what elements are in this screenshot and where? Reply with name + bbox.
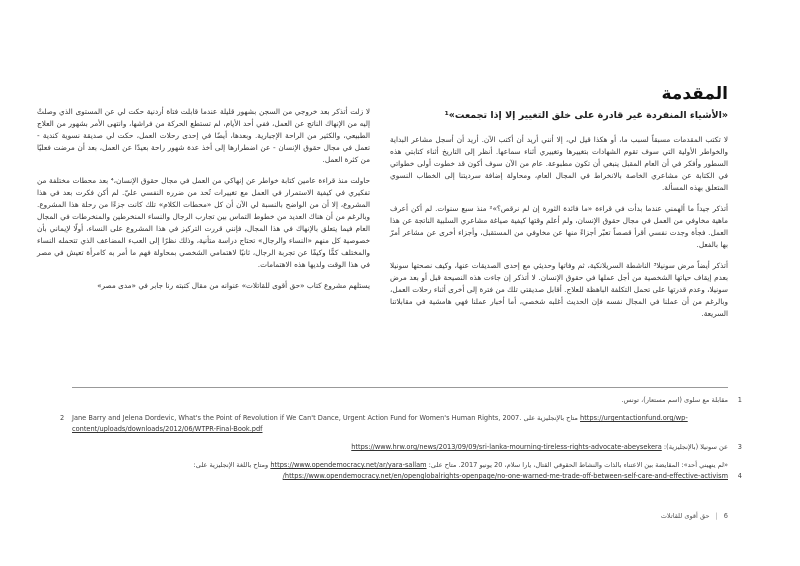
footnote-text: عن سونيلا (بالإنجليزية): xyxy=(663,443,728,451)
running-title: حق أقوى للقاتلات xyxy=(660,512,710,520)
footnote-2 xyxy=(60,413,728,435)
paragraph: حاولت منذ قراءة عامين كتابة خواطر عن إنهاكي من العمل في مجال حقوق الإنسان،⁴ بعد محطات مختلفة من تفكيري في كيفية الاستمرار في العمل مع تغييرات تُحد من ضرره النفسي عليّ. لم أكن فكرت بعد في هذا المشروع، إلا أن من الواضح بالنسبة لي الآن أن كل «محطات الكلام» تلك كانت جزءًا من رحلة هذا المشروع. وبالرغم من أن هناك العديد من خطوط التماس بين تجارب الرجال والنساء المنخرطين والمنخرطات في المجال العام فيما يتعلق بالإنهاك في هذا المجال، فإنني قررت التركيز في هذا المشروع على النساء، أولًا لإيماني بأن خصوصية كل منهم «النساء والرجال» تحتاج دراسة متأنية، وذلك نظرًا إلى العبء المضاعف الذي تتحمله النساء والمختلف كمًّا وكيفًا عن تجربة الرجال، ثانيًا لاهتمامي الشخصي بمحاولة فهم ما أمر به كامرأة تعيش في مصر في هذا الوقت ولديها هذه الاهتمامات. xyxy=(37,176,370,269)
footnote-divider xyxy=(72,387,728,388)
footer-separator: | xyxy=(715,512,718,520)
footnote-3 xyxy=(72,442,742,453)
paragraph: لا زلت أتذكر بعد خروجي من السجن بشهور قليلة عندما قابلت فتاة أردنية حكت لي عن المستوى الذي وصلتْ إليه من الإنهاك الناتج عن العمل، ففي أحد الأيام، لم تستطع الحركة من فراشها، وانتهى الأمر بشهور من العلاج الطبيعي، والكثير من الراحة الإجبارية. وبعدها، أيضًا في إحدى رحلات العمل، حكت لي صديقة نسوية كندية - تعمل في مجال حقوق الإنسان - عن اضطرارها إلى أخذ عدة شهور راحة بعيدًا عن العمل، بعد أن مرضت فعليًا من كثرة العمل. xyxy=(37,107,370,164)
paragraph: لا تكتب المقدمات مسبقاً لسبب ما، أو هكذا قيل لي، إلا أنني أريد أن أكتب الآن. أريد أن أسجل مشاعر البداية والخواطر الأولية التي سوف تقوم الشهادات بتغييرها وتغييري أثناء سماعها. أنظر إلى التاريخ أثناء كتابتي هذه السطور وأفكر في أن العام المقبل ينبغي أن تكون مطبوعة. عام من الآن سوف أكون قد خطوت أولى خطواتي في الكتابة عن مشاعري الخاصة بالانخراط في المجال العام، ومحاولة إضافة سرديتنا إلى الخطاب النسوي المتعلق بهذه المسألة. xyxy=(390,135,728,192)
page-footer xyxy=(661,512,728,520)
footnote-link[interactable]: https://www.opendemocracy.net/en/openglobalrights-openpage/no-one-warned-me-trade-off-between-self-care-and-effective-activism/ xyxy=(282,472,728,480)
footnote-number: 3 xyxy=(737,443,742,451)
paragraph: يستلهم مشروع كتاب «حق أقوى للقاتلات» عنوانه من مقال كتبته رنا جابر في «مدى مصر» xyxy=(97,281,370,290)
footnote-text: «لم ينهيني أحد»: المقايضة بين الاعتناء بالذات والنشاط الحقوقي القتال، يارا سلام، 20 يونيو 2017. متاح على: xyxy=(428,461,728,469)
footnote-link[interactable]: https://www.opendemocracy.net/ar/yara-sallam xyxy=(270,461,427,469)
left-text-column xyxy=(37,106,370,301)
paragraph: أتذكر جيداً ما ألهمني عندما بدأت في قراءة «ما فائدة الثورة إن لم نرقص؟»² منذ سبع سنوات. لم أكن أعرف ماهية مخاوفي من العمل في مجال حقوق الإنسان، ولم أعلم وقتها كيفية صياغة مشاعري السلبية الناتجة عن هذا العمل. فجأة وجدت نفسي أقرأ قصصاً تعبّر أجزاءً منها عن مخاوفي من المستقبل، وأجزاء أخرى عن مشاعر أمرّ بها بالفعل. xyxy=(390,204,728,249)
footnote-4 xyxy=(72,460,742,482)
footnote-link[interactable]: https://www.hrw.org/news/2013/09/09/sri-lanka-mourning-tireless-rights-advocate-abeysekera xyxy=(351,443,662,451)
footnote-number: 1 xyxy=(737,396,742,404)
footnote-text: ومتاح باللغة الإنجليزية على: xyxy=(193,461,269,469)
section-epigraph: «الأشياء المنفردة غير قادرة على خلق التغيير إلا إذا تجمعت»¹ xyxy=(444,110,728,121)
footnote-link[interactable]: https://urgentactionfund.org/wp-content/uploads/downloads/2012/06/WTPR-Final-Book.pdf xyxy=(72,414,688,433)
page-number: 6 xyxy=(723,512,728,520)
footnote-1 xyxy=(72,395,742,406)
right-text-column xyxy=(390,134,728,329)
footnote-text: Jane Barry and Jelena Dordevic, What's the Point of Revolution if We Can't Dance, Urgent Action Fund for Women's Human Rights, 2007. متاح بالإنجليزية على xyxy=(72,414,578,422)
page-title: المقدمة xyxy=(661,84,728,104)
footnote-text: مقابلة مع سلوى (اسم مستعار)، تونس. xyxy=(621,396,728,404)
footnote-number: 4 xyxy=(737,472,742,480)
paragraph: أتذكر أيضاً مرض سونيلا³ الناشطة السريلانكية، ثم وفاتها وحديثي مع إحدى الصديقات عنها، وكيف نصحتها سونيلا بعدم إيقاف حياتها الشخصية من أجل عملها في حقوق الإنسان. لا أتذكر إن جاءت هذه النصيحة قبل أو بعد مرض سونيلا، وعدم قدرتها على تحمل التكلفة الباهظة للعلاج. أقابل صديقتي تلك من فترة إلى أخرى أثناء رحلات العمل، وبالرغم من أن عملنا في المجال نفسه فإن الحديث أغلبه شخصي، أما أخبار عملنا فهي هامشية في مقابلاتنا السريعة. xyxy=(390,261,728,318)
footnote-number: 2 xyxy=(60,414,65,422)
